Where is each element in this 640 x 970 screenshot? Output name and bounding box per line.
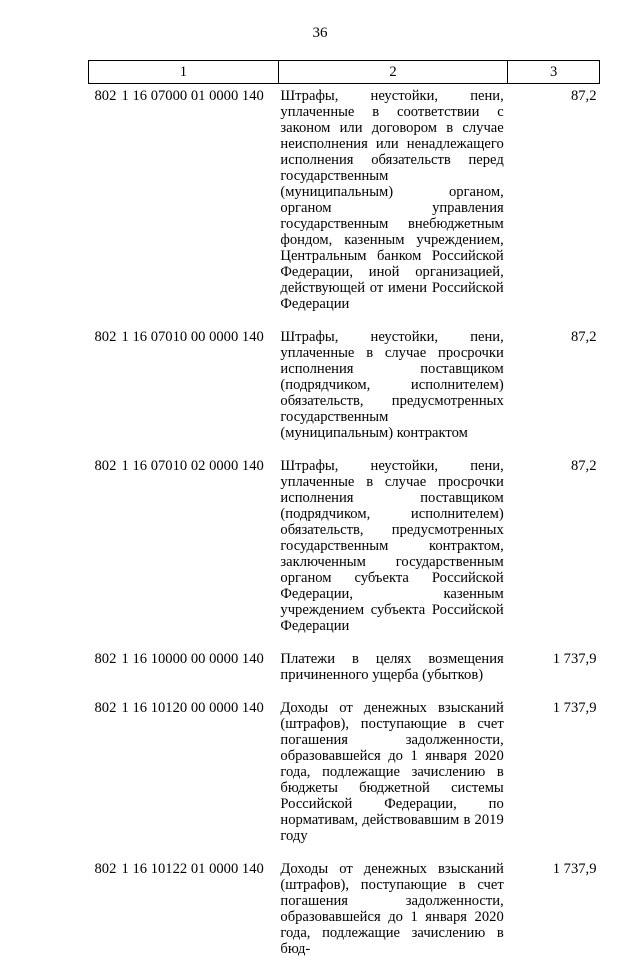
budget-code: 1 16 10000 00 0000 140 [121,651,264,667]
table-row [89,325,600,454]
table-row [89,857,600,970]
amount-cell: 87,2 [570,88,597,104]
amount-cell: 1 737,9 [552,861,597,877]
code-cell [89,857,279,970]
column-header-1: 1 [89,61,279,84]
table-row [89,696,600,857]
code-cell [89,84,279,326]
admin-code: 802 [94,861,117,877]
budget-code: 1 16 10122 01 0000 140 [121,861,264,877]
admin-code: 802 [94,458,117,474]
column-header-3: 3 [508,61,600,84]
page-number: 36 [312,25,328,41]
description-cell: Штрафы, неустойки, пени, уплаченные в соответствии с законом или договором в случае неисполнения или ненадлежащего исполнения обязательств перед государственным (муниципальным) органом, органом управления государственным внебюджетным фондом, казенным учреждением, Центральным банком Российской Федерации, иной организацией, действующей от имени Российской Федерации [280,88,504,312]
description-cell: Доходы от денежных взысканий (штрафов), поступающие в счет погашения задолженности, образовавшейся до 1 января 2020 года, подлежащие зачислению в бюд- [280,861,504,957]
budget-code: 1 16 10120 00 0000 140 [121,700,264,716]
admin-code: 802 [94,700,117,716]
code-cell [89,696,279,857]
amount-cell: 87,2 [570,458,597,474]
table-row [89,647,600,696]
budget-code: 1 16 07010 02 0000 140 [121,458,264,474]
admin-code: 802 [94,651,117,667]
budget-table [88,60,600,970]
admin-code: 802 [94,329,117,345]
description-cell: Платежи в целях возмещения причиненного ущерба (убытков) [280,651,504,683]
table-row [89,84,600,326]
code-cell [89,647,279,696]
amount-cell: 87,2 [570,329,597,345]
code-cell [89,325,279,454]
admin-code: 802 [94,88,117,104]
code-cell [89,454,279,647]
table-row [89,454,600,647]
budget-code: 1 16 07010 00 0000 140 [121,329,264,345]
column-header-2: 2 [278,61,507,84]
budget-code: 1 16 07000 01 0000 140 [121,88,264,104]
amount-cell: 1 737,9 [552,700,597,716]
description-cell: Доходы от денежных взысканий (штрафов), поступающие в счет погашения задолженности, образовавшейся до 1 января 2020 года, подлежащие зачислению в бюджеты бюджетной системы Российской Федерации, по нормативам, действовавшим в 2019 году [280,700,504,844]
amount-cell: 1 737,9 [552,651,597,667]
description-cell: Штрафы, неустойки, пени, уплаченные в случае просрочки исполнения поставщиком (подрядчиком, исполнителем) обязательств, предусмотренных государственным (муниципальным) контрактом [280,329,504,441]
header-row [89,61,600,84]
description-cell: Штрафы, неустойки, пени, уплаченные в случае просрочки исполнения поставщиком (подрядчиком, исполнителем) обязательств, предусмотренных государственным контрактом, заключенным государственным органом субъекта Российской Федерации, казенным учреждением субъекта Российской Федерации [280,458,504,634]
